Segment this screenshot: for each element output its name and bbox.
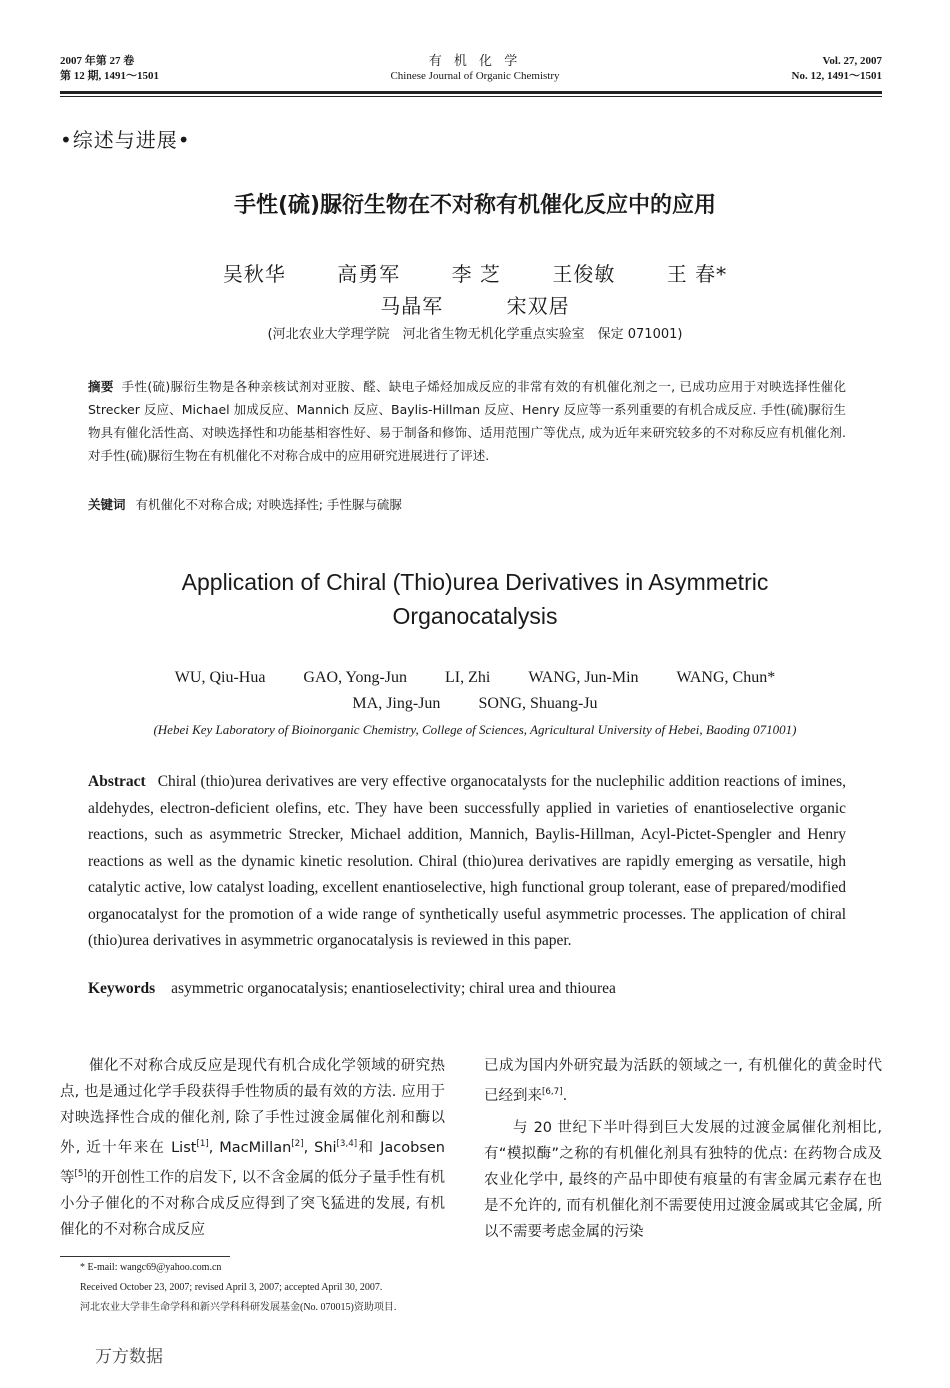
author-cn: 李 芝 <box>451 262 501 286</box>
title-en <box>0 565 950 633</box>
author-en: GAO, Yong-Jun <box>303 669 407 686</box>
header-rule-thin <box>60 96 882 97</box>
body-text: 的开创性工作的启发下, 以不含金属的低分子量手性有机小分子催化的不对称合成反应得到了突飞猛进的发展, 有机催化的不对称合成反应 <box>60 1169 446 1238</box>
body-text: 已成为国内外研究最为活跃的领域之一, 有机催化的黄金时代已经到来 <box>484 1058 882 1104</box>
abstract-cn <box>88 375 846 467</box>
body-text: . <box>562 1087 568 1104</box>
section-tag: •综述与进展• <box>60 128 191 152</box>
affiliation-en: (Hebei Key Laboratory of Bioinorganic Chemistry, College of Sciences, Agricultural University of Hebei, Baoding 071001) <box>153 722 797 737</box>
footnotes <box>80 1258 880 1318</box>
author-cn: 王 春* <box>666 262 728 286</box>
author-en: SONG, Shuang-Ju <box>478 695 598 712</box>
header-rule-thick <box>60 91 882 94</box>
authors-cn-line1 <box>0 258 950 287</box>
abstract-en <box>88 769 846 955</box>
keywords-en-label: Keywords <box>88 980 156 997</box>
author-en: LI, Zhi <box>445 669 491 686</box>
keywords-cn-label: 关键词 <box>88 497 126 512</box>
author-cn: 高勇军 <box>337 262 401 286</box>
body-paragraph: 与 20 世纪下半叶得到巨大发展的过渡金属催化剂相比, 有“模拟酶”之称的有机催化剂具有独特的优点: 在药物合成及农业化学中, 最终的产品中即使有痕量的有害金属元素存在也是不允许的, 而有机催化剂不需要使用过渡金属或其它金属, 所以不需要考虑金属的污染 <box>484 1119 882 1240</box>
keywords-cn <box>88 495 846 513</box>
volume-year: 2007 年第 27 卷 <box>60 55 135 67</box>
body-text: , MacMillan <box>208 1139 292 1156</box>
ref-marker: [6,7] <box>542 1087 563 1097</box>
body-text: 催化不对称合成反应是现代有机合成化学领域的研究热点, 也是通过化学手段获得手性物质的最有效的方法. 应用于对映选择性合成的催化剂, 除了手性过渡金属催化剂和酶以外, 近十年来在 List <box>60 1058 445 1156</box>
keywords-en <box>88 980 846 998</box>
title-en-line1: Application of Chiral (Thio)urea Derivatives in Asymmetric <box>181 569 769 595</box>
body-text: , Shi <box>303 1139 337 1156</box>
ref-marker: [1] <box>196 1139 209 1149</box>
journal-name-en: Chinese Journal of Organic Chemistry <box>390 70 560 82</box>
ref-marker: [5] <box>74 1168 87 1179</box>
body-paragraph <box>484 1053 882 1109</box>
footnote-email: * E-mail: wangc69@yahoo.com.cn <box>80 1262 222 1273</box>
keywords-cn-text: 有机催化不对称合成; 对映选择性; 手性脲与硫脲 <box>135 497 402 512</box>
issue-pages: 第 12 期, 1491～1501 <box>60 70 159 82</box>
title-en-line2: Organocatalysis <box>392 603 558 629</box>
authors-cn-line2 <box>0 290 950 319</box>
author-en: WU, Qiu-Hua <box>174 669 266 686</box>
body-right-column <box>484 1053 882 1245</box>
abstract-cn-label: 摘要 <box>88 379 114 394</box>
issue-en: No. 12, 1491～1501 <box>791 70 882 82</box>
journal-volume-right <box>792 54 882 84</box>
abstract-en-label: Abstract <box>88 773 146 790</box>
author-cn: 宋双居 <box>506 294 570 318</box>
body-text: 和 Jacobsen 等 <box>60 1139 445 1186</box>
footnote-received: Received October 23, 2007; revised April 3, 2007; accepted April 30, 2007. <box>80 1282 383 1293</box>
author-cn: 王俊敏 <box>552 262 616 286</box>
authors-en-line1 <box>0 669 950 687</box>
author-cn: 马晶军 <box>380 294 444 318</box>
author-en: WANG, Chun* <box>676 669 776 686</box>
author-cn: 吴秋华 <box>222 262 286 286</box>
keywords-en-text: asymmetric organocatalysis; enantioselectivity; chiral urea and thiourea <box>171 980 616 997</box>
volume-en: Vol. 27, 2007 <box>822 55 882 67</box>
authors-en-line2 <box>0 695 950 713</box>
footnote-rule <box>60 1256 230 1257</box>
abstract-en-text: Chiral (thio)urea derivatives are very effective organocatalysts for the nuclephilic addition reactions of imines, aldehydes, electron-deficient olefins, etc. They have been successfully applied in varieties of enantioselective organic reactions, such as asymmetric Strecker, Michael addition, Mannich, Baylis-Hillman, Acyl-Pictet-Spengler and Henry reactions as well as the dynamic kinetic resolution. Chiral (thio)urea derivatives are rapidly emerging as versatile, high catalytic active, low catalyst loading, excellent enantioselective, high functional group tolerant, ease of prepared/modified organocatalyst for the promotion of a wide range of synthetically useful asymmetric processes. The application of chiral (thio)urea derivatives in asymmetric organocatalysis is reviewed in this paper. <box>88 773 846 949</box>
title-cn: 手性(硫)脲衍生物在不对称有机催化反应中的应用 <box>233 193 717 218</box>
ref-marker: [2] <box>291 1139 304 1149</box>
author-en: WANG, Jun-Min <box>528 669 639 686</box>
abstract-cn-text: 手性(硫)脲衍生物是各种亲核试剂对亚胺、醛、缺电子烯烃加成反应的非常有效的有机催化剂之一, 已成功应用于对映选择性催化 Strecker 反应、Michael 加成反应、Mannich 反应、Baylis-Hillman 反应、Henry 反应等一系列重要的有机合成反应. 手性(硫)脲衍生物具有催化活性高、对映选择性和功能基相容性好、易于制备和修饰、适用范围广等优点, 成为近年来研究较多的不对称反应有机催化剂. 对手性(硫)脲衍生物在有机催化不对称合成中的应用研究进展进行了评述. <box>88 379 846 463</box>
journal-name-cn: 有 机 化 学 <box>428 54 522 69</box>
footnote-funding: 河北农业大学非生命学科和新兴学科科研发展基金(No. 070015)资助项目. <box>80 1302 397 1313</box>
ref-marker: [3,4] <box>336 1139 358 1149</box>
watermark: 万方数据 <box>95 1347 163 1367</box>
author-en: MA, Jing-Jun <box>352 695 441 712</box>
body-left-column <box>60 1053 445 1243</box>
affiliation-cn: (河北农业大学理学院 河北省生物无机化学重点实验室 保定 071001) <box>267 327 683 342</box>
